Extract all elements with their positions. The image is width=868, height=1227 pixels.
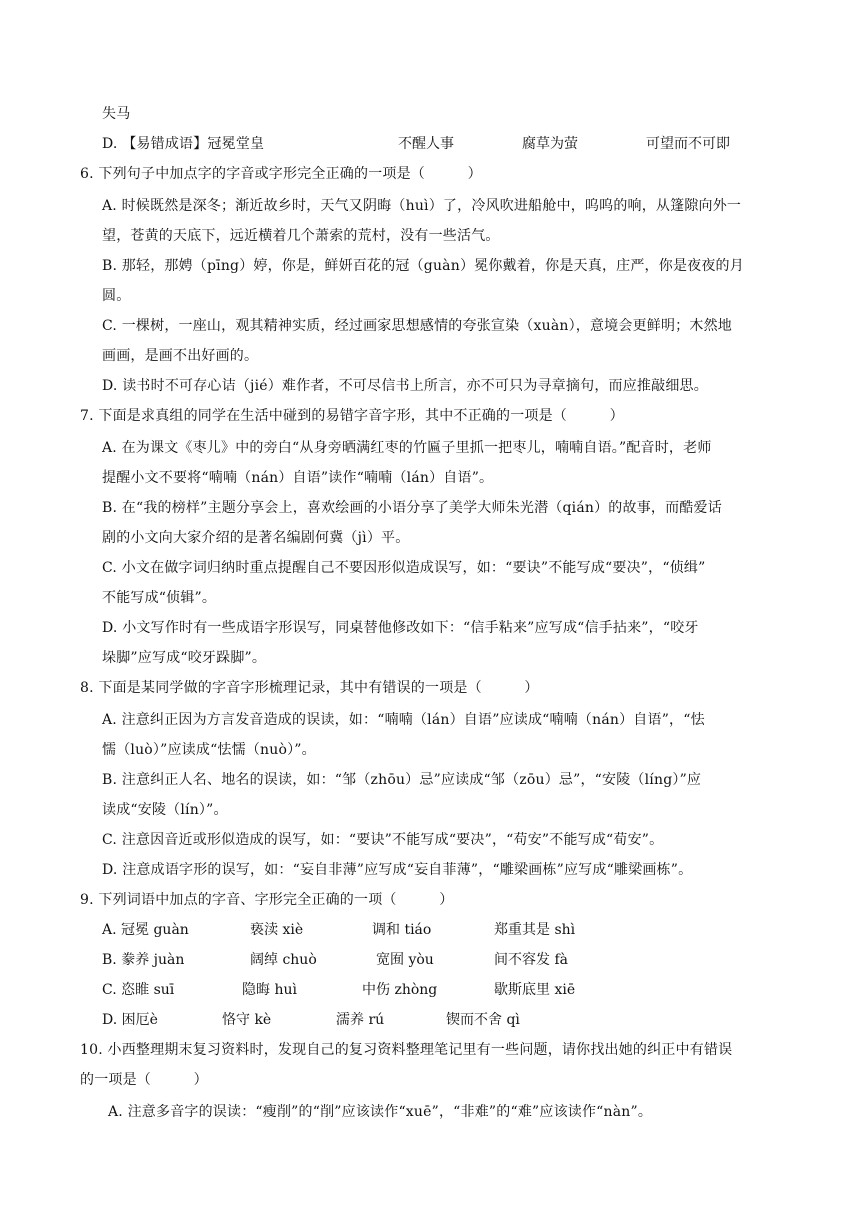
q9-cell: 锲而不舍 qì bbox=[446, 1012, 520, 1028]
q7-option-d-cont: 垛脚”应写成“咬牙跺脚”。 bbox=[102, 650, 267, 666]
q9-cell: A. 冠冕 guàn bbox=[102, 922, 189, 938]
q6-option-c-cont: 画画，是画不出好画的。 bbox=[102, 348, 259, 364]
q9-cell: 歇斯底里 xiē bbox=[494, 982, 576, 998]
question-6: 6. 下列句子中加点字的字音或字形完全正确的一项是（ ） bbox=[80, 166, 482, 182]
q6-option-a-cont: 望，苍黄的天底下，远近横着几个萧索的荒村，没有一些活气。 bbox=[102, 228, 500, 244]
q7-option-b: B. 在“我的榜样”主题分享会上，喜欢绘画的小语分享了美学大师朱光潜（qián）的故事，而酷爱话 bbox=[102, 500, 722, 516]
question-7: 7. 下面是求真组的同学在生活中碰到的易错字音字形，其中不正确的一项是（ ） bbox=[80, 408, 624, 424]
q8-option-b-cont: 读成“安陵（lín）”。 bbox=[102, 802, 228, 818]
q8-option-a: A. 注意纠正因为方言发音造成的误读，如：“喃喃（lán）自语”应读成“喃喃（nán）自语”，“怯 bbox=[102, 712, 705, 728]
q8-option-b: B. 注意纠正人名、地名的误读，如：“邹（zhōu）忌”应读成“邹（zōu）忌”，“安陵（líng）”应 bbox=[102, 772, 702, 788]
q6-option-a: A. 时候既然是深冬；渐近故乡时，天气又阴晦（huì）了，冷风吹进船舱中，呜呜的响，从篷隙向外一 bbox=[102, 198, 742, 214]
q6-option-d: D. 读书时不可存心诘（jié）难作者，不可尽信书上所言，亦不可只为寻章摘句，而应推敲细思。 bbox=[102, 378, 708, 394]
q9-cell: 郑重其是 shì bbox=[494, 922, 576, 938]
q6-option-b-cont: 圆。 bbox=[102, 288, 131, 304]
q7-option-b-cont: 剧的小文向大家介绍的是著名编剧何冀（jì）平。 bbox=[102, 530, 410, 546]
idiom-item: 腐草为萤 bbox=[522, 136, 578, 152]
text-line: 失马 bbox=[102, 106, 131, 122]
q7-option-a-cont: 提醒小文不要将“喃喃（nán）自语”读作“喃喃（lán）自语”。 bbox=[102, 470, 494, 486]
q10-option-a: A. 注意多音字的误读：“瘦削”的“削”应该读作“xuē”，“非难”的“难”应该读作“nàn”。 bbox=[108, 1104, 653, 1120]
q9-cell: 阔绰 chuò bbox=[250, 952, 317, 968]
q9-cell: 间不容发 fà bbox=[494, 952, 568, 968]
q8-option-d: D. 注意成语字形的误写，如：“妄自非薄”应写成“妄自菲薄”，“雕梁画栋”应写成“雕梁画栋”。 bbox=[102, 862, 693, 878]
question-10-cont: 的一项是（ ） bbox=[80, 1072, 208, 1088]
q9-cell: 亵渎 xiè bbox=[250, 922, 304, 938]
q7-option-c: C. 小文在做字词归纳时重点提醒自己不要因形似造成误写，如：“要诀”不能写成“要决”，“侦缉” bbox=[102, 560, 706, 576]
q9-cell: 调和 tiáo bbox=[372, 922, 432, 938]
q9-cell: 隐晦 huì bbox=[242, 982, 297, 998]
q9-cell: D. 困厄è bbox=[102, 1012, 158, 1028]
question-10: 10. 小西整理期末复习资料时，发现自己的复习资料整理笔记里有一些问题，请你找出她的纠正中有错误 bbox=[80, 1042, 733, 1058]
q9-cell: C. 恣睢 suī bbox=[102, 982, 175, 998]
q8-option-c: C. 注意因音近或形似造成的误写，如：“要诀”不能写成“要决”，“苟安”不能写成“荀安”。 bbox=[102, 832, 664, 848]
q9-cell: 濡养 rú bbox=[336, 1012, 385, 1028]
q8-option-a-cont: 懦（luò）”应读成“怯懦（nuò）”。 bbox=[102, 742, 316, 758]
question-8: 8. 下面是某同学做的字音字形梳理记录，其中有错误的一项是（ ） bbox=[80, 680, 539, 696]
q6-option-b: B. 那轻，那娉（pīng）婷，你是，鲜妍百花的冠（guàn）冕你戴着，你是天真，庄严，你是夜夜的月 bbox=[102, 258, 744, 274]
q9-cell: 恪守 kè bbox=[222, 1012, 272, 1028]
q9-cell: B. 豢养 juàn bbox=[102, 952, 185, 968]
q6-option-c: C. 一棵树，一座山，观其精神实质，经过画家思想感情的夸张宣染（xuàn），意境会更鲜明；木然地 bbox=[102, 318, 732, 334]
q9-cell: 中伤 zhòng bbox=[362, 982, 438, 998]
question-9: 9. 下列词语中加点的字音、字形完全正确的一项（ ） bbox=[80, 892, 454, 908]
q7-option-a: A. 在为课文《枣儿》中的旁白“从身旁晒满红枣的竹匾子里抓一把枣儿，喃喃自语。”配音时，老师 bbox=[102, 440, 712, 456]
q7-option-d: D. 小文写作时有一些成语字形误写，同桌替他修改如下：“信手粘来”应写成“信手拈来”，“咬牙 bbox=[102, 620, 699, 636]
q7-option-c-cont: 不能写成“侦辑”。 bbox=[102, 590, 217, 606]
q9-cell: 宽囿 yòu bbox=[376, 952, 434, 968]
idiom-item: 可望而不可即 bbox=[646, 136, 730, 152]
option-d-line: D. 【易错成语】冠冕堂皇 bbox=[102, 136, 265, 152]
idiom-item: 不醒人事 bbox=[398, 136, 454, 152]
